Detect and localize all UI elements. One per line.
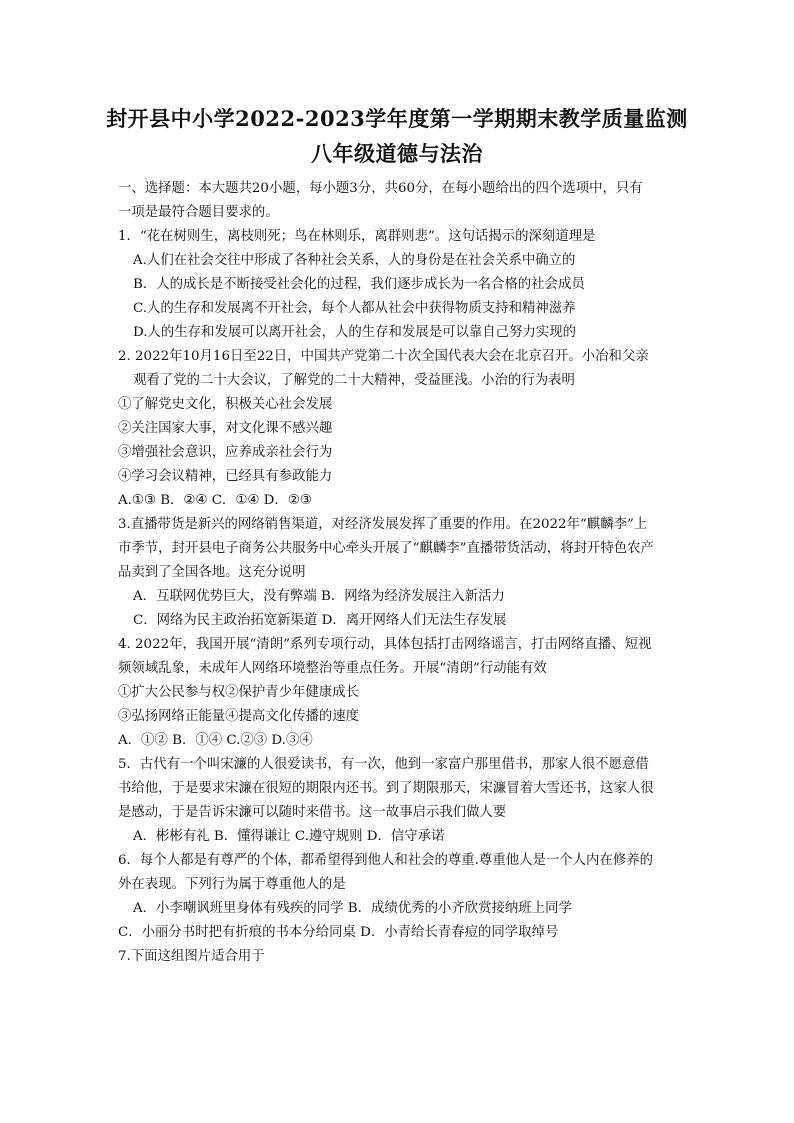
question-1-stem: 1．“花在树则生，离枝则死；鸟在林则乐，离群则悲”。这句话揭示的深刻道理是 <box>118 229 596 244</box>
question-2-stem-2: 观看了党的二十大会议，了解党的二十大精神，受益匪浅。小治的行为表明 <box>133 373 575 388</box>
question-6-options-ab: A．小李嘲讽班里身体有残疾的同学 B．成绩优秀的小齐欣赏接纳班上同学 <box>133 901 572 916</box>
question-4-stem-1: 4. 2022年，我国开展“清朗”系列专项行动，具体包括打击网络谣言，打击网络直播、短视 <box>118 637 652 652</box>
question-2-item-3: ③增强社会意识，应养成亲社会行为 <box>118 445 333 460</box>
question-3-options-cd: C．网络为民主政治拓宽新渠道 D．离开网络人们无法生存发展 <box>133 613 507 628</box>
question-6-stem-2: 外在表现。下列行为属于尊重他人的是 <box>118 877 346 892</box>
question-2-item-1: ①了解党史文化，积极关心社会发展 <box>118 397 333 412</box>
question-6-options-cd: C．小丽分书时把有折痕的书本分给同桌 D．小青给长青春痘的同学取绰号 <box>118 925 559 940</box>
question-5-stem-3: 是感动，于是告诉宋濂可以随时来借书。这一故事启示我们做人要 <box>118 805 507 820</box>
question-1-option-d: D.人的生存和发展可以离开社会，人的生存和发展是可以靠自己努力实现的 <box>133 325 577 340</box>
exam-subtitle: 八年级道德与法治 <box>311 141 483 166</box>
question-4-options: A．①② B．①④ C.②③ D.③④ <box>118 733 313 748</box>
question-3-stem-2: 市季节，封开县电子商务公共服务中心牵头开展了“麒麟李”直播带货活动，将封开特色农产 <box>118 541 654 556</box>
question-1-option-a: A.人们在社会交往中形成了各种社会关系，人的身份是在社会关系中确立的 <box>133 253 576 268</box>
question-3-stem-1: 3.直播带货是新兴的网络销售渠道，对经济发展发挥了重要的作用。在2022年“麒麟李”上 <box>118 517 648 532</box>
question-7-stem: 7.下面这组图片适合用于 <box>118 949 265 964</box>
question-3-options-ab: A．互联网优势巨大，没有弊端 B．网络为经济发展注入新活力 <box>133 589 505 604</box>
section-intro-line-1: 一、选择题：本大题共20小题，每小题3分，共60分，在每小题给出的四个选项中，只有 <box>118 181 643 196</box>
question-3-stem-3: 品卖到了全国各地。这充分说明 <box>118 565 306 580</box>
question-4-items-34: ③弘扬网络正能量④提高文化传播的速度 <box>118 709 360 724</box>
question-2-stem-1: 2. 2022年10月16日至22日，中国共产党第二十次全国代表大会在北京召开。小冶和父亲 <box>118 349 649 364</box>
exam-title: 封开县中小学2022-2023学年度第一学期期末教学质量监测 <box>106 106 688 131</box>
question-2-options: A.①③ B．②④ C．①④ D．②③ <box>118 493 312 508</box>
question-5-stem-1: 5．古代有一个叫宋濂的人很爱读书，有一次，他到一家富户那里借书，那家人很不愿意借 <box>118 757 649 772</box>
question-1-option-b: B．人的成长是不断接受社会化的过程，我们逐步成长为一名合格的社会成员 <box>133 277 585 292</box>
question-2-item-4: ④学习会议精神，已经具有参政能力 <box>118 469 333 484</box>
question-5-stem-2: 书给他，于是要求宋濂在很短的期限内还书。到了期限那天，宋濂冒着大雪还书，这家人很 <box>118 781 654 796</box>
question-5-options: A．彬彬有礼 B．懂得谦让 C.遵守规则 D．信守承诺 <box>133 829 445 844</box>
question-4-items-12: ①扩大公民参与权②保护青少年健康成长 <box>118 685 360 700</box>
question-4-stem-2: 频领域乱象，未成年人网络环境整治等重点任务。开展“清朗”行动能有效 <box>118 661 547 676</box>
question-6-stem-1: 6．每个人都是有尊严的个体，都希望得到他人和社会的尊重.尊重他人是一个人内在修养的 <box>118 853 654 868</box>
question-2-item-2: ②关注国家大事，对文化课不感兴趣 <box>118 421 333 436</box>
section-intro-line-2: 一项是最符合题目要求的。 <box>118 205 279 220</box>
question-1-option-c: C.人的生存和发展离不开社会，每个人都从社会中获得物质支持和精神滋养 <box>133 301 576 316</box>
